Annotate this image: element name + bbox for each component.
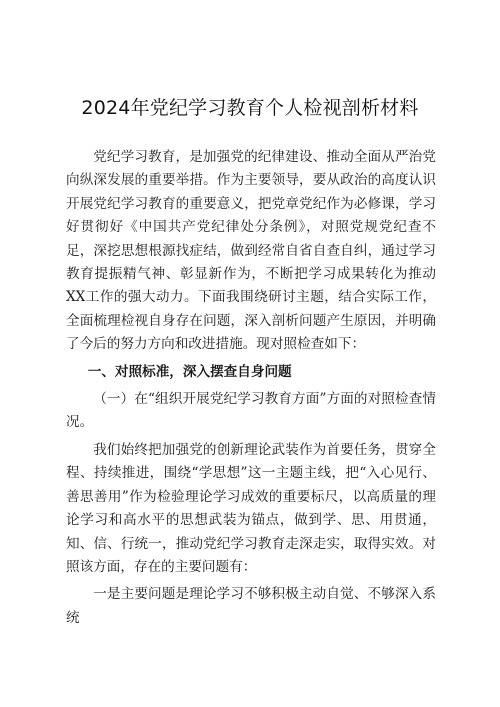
section-heading: 一、对照标准，深入摆查自身问题 bbox=[87, 363, 292, 380]
intro-paragraph: 党纪学习教育，是加强党的纪律建设、推动全面从严治党向纵深发展的重要举措。作为主要领导，要从政治的高度认识开展党纪学习教育的重要意义，把党章党纪作为必修课，学习好贯彻好《中国共产党纪律处分条例》，对照党规党纪查不足，深挖思想根源找症结，做到经常自省自查自纠，通过学习教育提振精气神、彰显新作为，不断把学习成果转化为推动XX工作的强大动力。下面我围绕研讨主题，结合实际工作，全面梳理检视自身存在问题，深入剖析问题产生原因，并明确了今后的努力方向和改进措施。现对照检查如下： bbox=[66, 149, 436, 353]
subsection-heading: （一）在“组织开展党纪学习教育方面”方面的对照检查情况。 bbox=[66, 391, 436, 431]
document-title: 2024年党纪学习教育个人检视剖析材料 bbox=[81, 97, 419, 119]
body-paragraph: 我们始终把加强党的创新理论武装作为首要任务，贯穿全程、持续推进，围绕“学思想”这一主题主线，把“入心见行、善思善用”作为检验理论学习成效的重要标尺，以高质量的理论学习和高水平的思想武装为锚点，做到学、思、用贯通，知、信、行统一，推动党纪学习教育走深走实，取得实效。对照该方面，存在的主要问题有： bbox=[66, 441, 436, 575]
document-body bbox=[66, 146, 436, 630]
body-paragraph-truncated: 一是主要问题是理论学习不够积极主动自觉、不够深入系统 bbox=[66, 586, 436, 626]
